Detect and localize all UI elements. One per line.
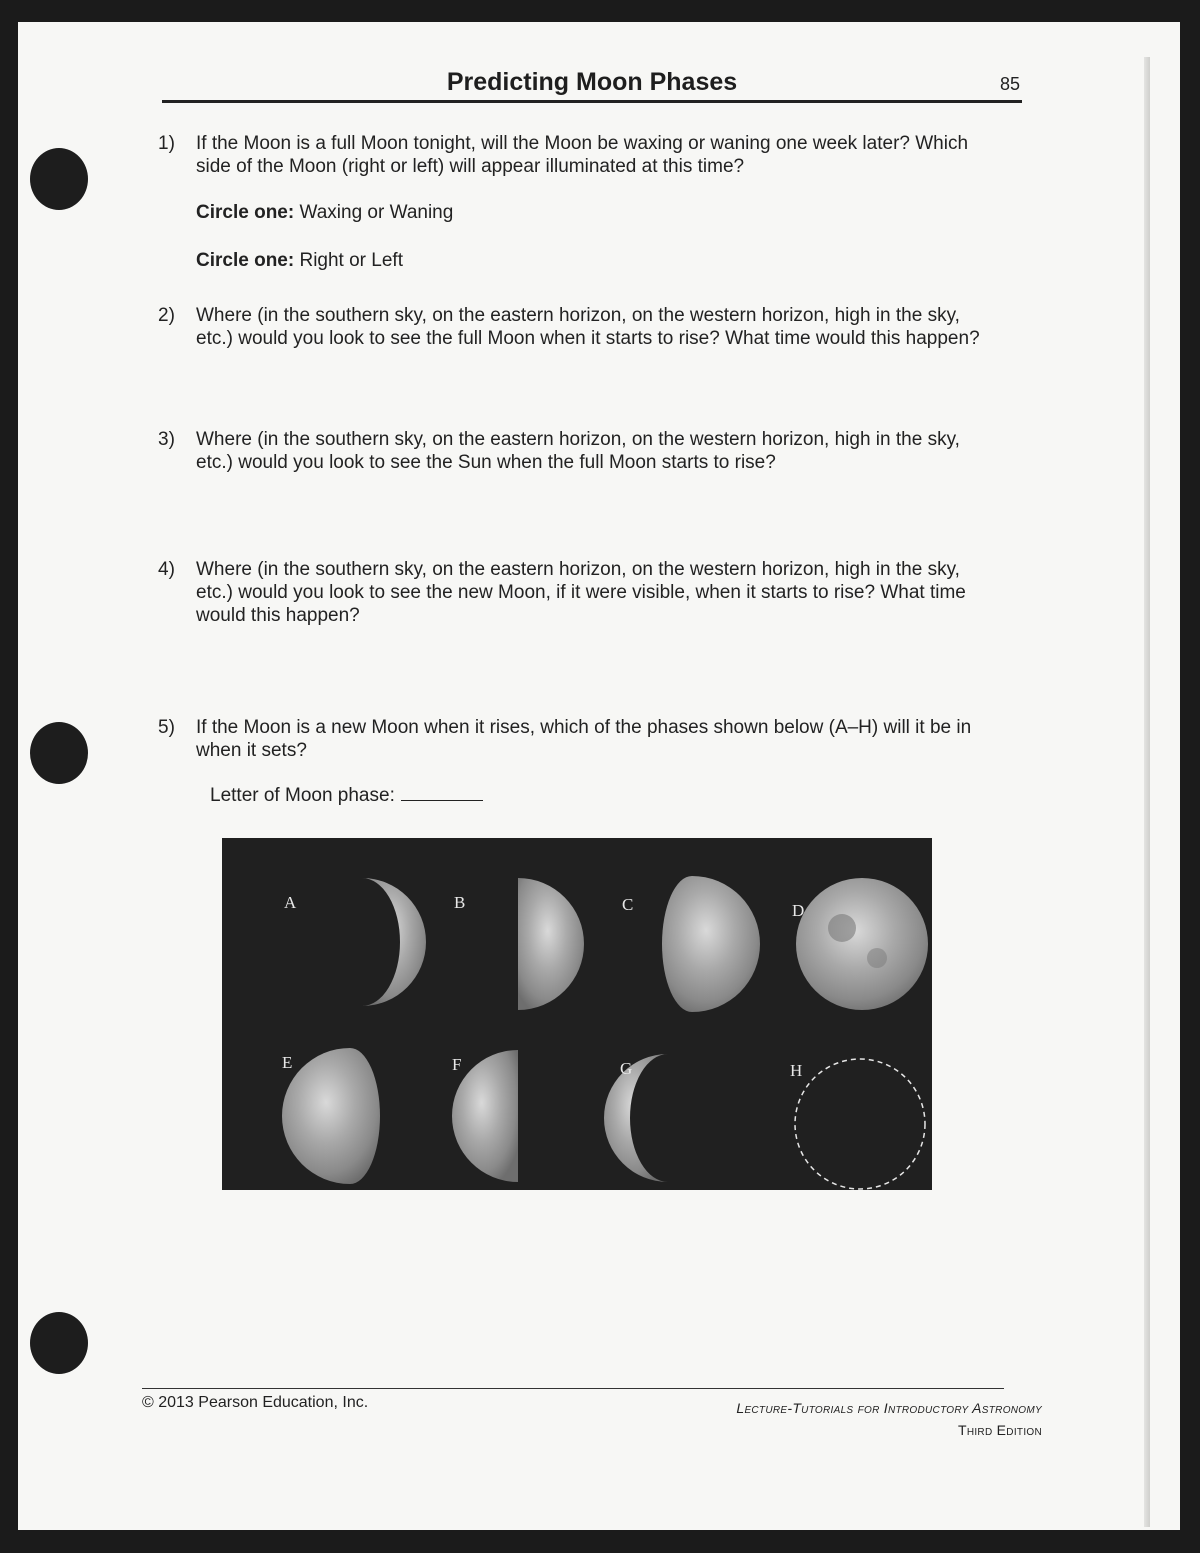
worksheet-page: [18, 22, 1180, 1530]
moon-phase-h-outline: [795, 1059, 925, 1189]
moon-phase-g-image: [604, 1054, 668, 1182]
moon-phase-f-image: [452, 1050, 518, 1182]
page-title: Predicting Moon Phases: [446, 68, 738, 96]
binder-hole-middle: [30, 722, 88, 784]
question-number: 4): [158, 559, 175, 580]
moon-phase-label-e: E: [282, 1053, 293, 1072]
binder-hole-top: [30, 148, 88, 210]
moon-phase-a-image: [362, 878, 426, 1006]
moon-phase-label-b: B: [454, 893, 466, 912]
book-title: Lecture-Tutorials for Introductory Astronomy: [736, 1400, 1042, 1416]
footer-rule: [142, 1388, 1004, 1389]
circle-options[interactable]: Waxing or Waning: [299, 202, 454, 223]
moon-phase-label-a: A: [284, 893, 297, 912]
page-number: 85: [999, 74, 1020, 94]
circle-label: Circle one:: [196, 202, 295, 223]
circle-options[interactable]: Right or Left: [299, 250, 403, 271]
question-number: 3): [158, 429, 175, 450]
circle-one-waxing-waning: [196, 202, 453, 224]
moon-phase-label-g: G: [620, 1059, 633, 1078]
moon-phase-e-image: [282, 1048, 380, 1184]
moon-phase-c-image: [662, 876, 760, 1012]
book-edition: Third Edition: [957, 1422, 1042, 1438]
moon-phase-label-c: C: [622, 895, 634, 914]
question-text: If the Moon is a full Moon tonight, will the Moon be waxing or waning one week later? Which side of the Moon (right or left) will appear illuminated at this time?: [196, 133, 969, 177]
page-edge: [1144, 57, 1150, 1527]
question-text: Where (in the southern sky, on the eastern horizon, on the western horizon, high in the sky, etc.) would you look to see the Sun when the full Moon starts to rise?: [196, 429, 960, 473]
circle-one-right-left: [196, 250, 403, 272]
moon-phase-d-image: [796, 878, 928, 1010]
circle-label: Circle one:: [196, 250, 295, 271]
question-text: If the Moon is a new Moon when it rises, which of the phases shown below (A–H) will it be in when it sets?: [196, 717, 972, 761]
binder-hole-bottom: [30, 1312, 88, 1374]
moon-phase-label-f: F: [452, 1055, 462, 1074]
moon-phases-figure: [222, 838, 932, 1190]
question-text: Where (in the southern sky, on the eastern horizon, on the western horizon, high in the sky, etc.) would you look to see the new Moon, if it were visible, when it starts to rise? What time would this happen?: [196, 559, 966, 626]
question-number: 2): [158, 305, 175, 326]
moon-phase-b-image: [518, 878, 584, 1010]
answer-blank[interactable]: [401, 782, 483, 801]
moon-phase-label-h: H: [790, 1061, 803, 1080]
question-number: 5): [158, 717, 175, 738]
question-number: 1): [158, 133, 175, 154]
moon-phase-label-d: D: [792, 901, 805, 920]
page-header: [162, 60, 1022, 103]
copyright-text: © 2013 Pearson Education, Inc.: [142, 1394, 369, 1411]
moon-phase-answer: [210, 782, 483, 807]
question-text: Where (in the southern sky, on the eastern horizon, on the western horizon, high in the sky, etc.) would you look to see the full Moon when it starts to rise? What time would this happen?: [196, 305, 980, 349]
answer-label: Letter of Moon phase:: [210, 785, 395, 806]
